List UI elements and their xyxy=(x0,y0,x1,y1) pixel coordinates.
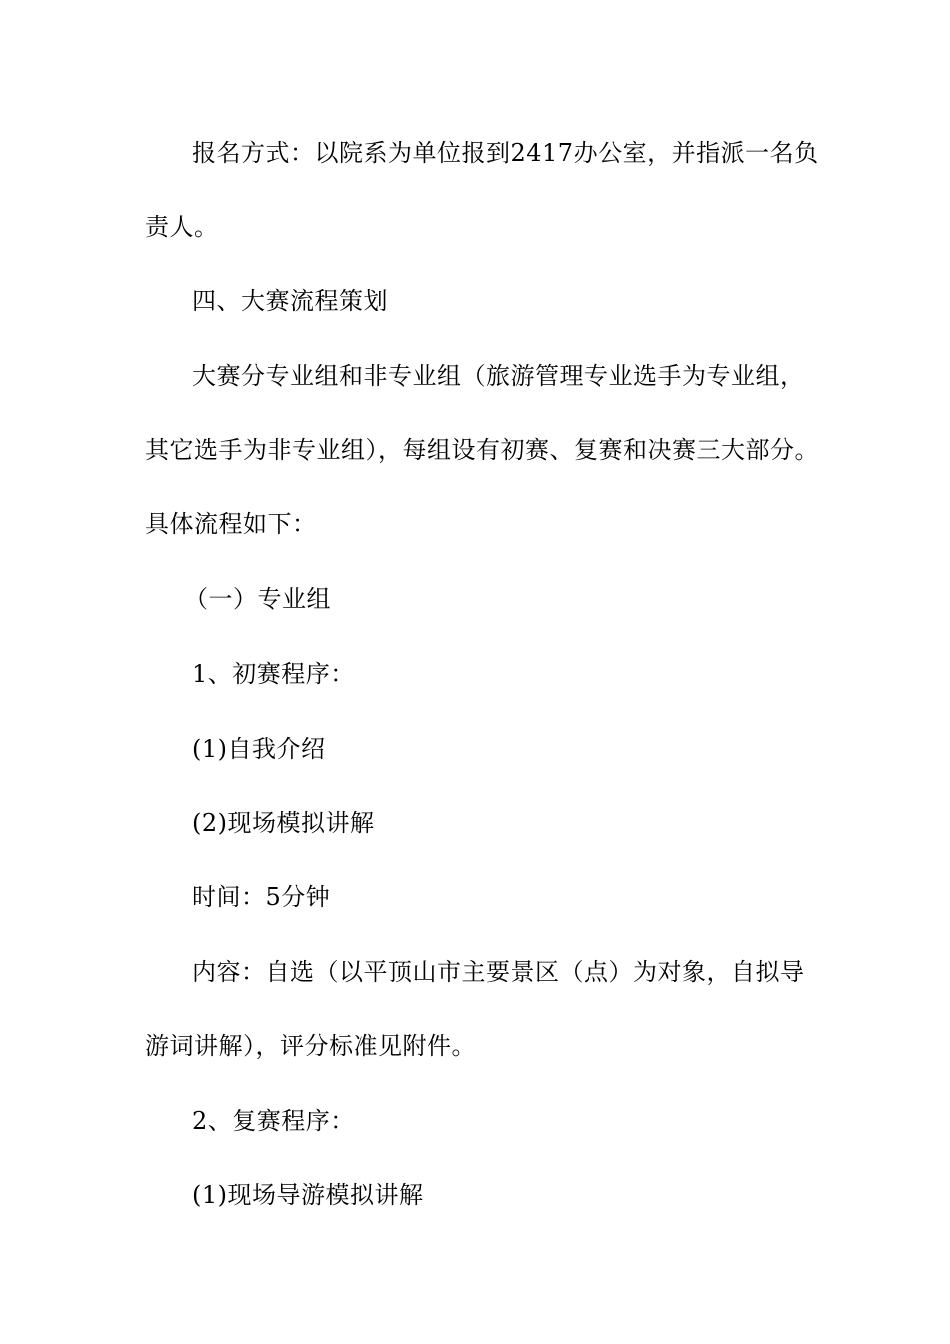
preliminary-content-continuation: 游词讲解），评分标准见附件。 xyxy=(145,1032,476,1060)
preliminary-time-line: 时间：5分钟 xyxy=(192,883,331,911)
registration-method-continuation: 责人。 xyxy=(145,213,219,241)
preliminary-item-mock-explanation: (2)现场模拟讲解 xyxy=(192,809,375,837)
contest-groups-continuation: 其它选手为非专业组），每组设有初赛、复赛和决赛三大部分。 xyxy=(145,436,819,464)
process-intro-line: 具体流程如下： xyxy=(145,510,317,538)
contest-groups-line: 大赛分专业组和非专业组（旅游管理专业选手为专业组， xyxy=(192,362,805,390)
semifinal-item-mock-tour: (1)现场导游模拟讲解 xyxy=(192,1181,424,1209)
registration-method-line: 报名方式：以院系为单位报到2417办公室，并指派一名负 xyxy=(192,139,819,167)
preliminary-item-self-intro: (1)自我介绍 xyxy=(192,735,326,763)
subsection-professional-group: （一）专业组 xyxy=(184,585,331,613)
preliminary-round-heading: 1、初赛程序： xyxy=(192,660,355,688)
semifinal-round-heading: 2、复赛程序： xyxy=(192,1107,355,1135)
section-heading-contest-process: 四、大赛流程策划 xyxy=(192,287,388,315)
preliminary-content-line: 内容：自选（以平顶山市主要景区（点）为对象，自拟导 xyxy=(192,958,805,986)
